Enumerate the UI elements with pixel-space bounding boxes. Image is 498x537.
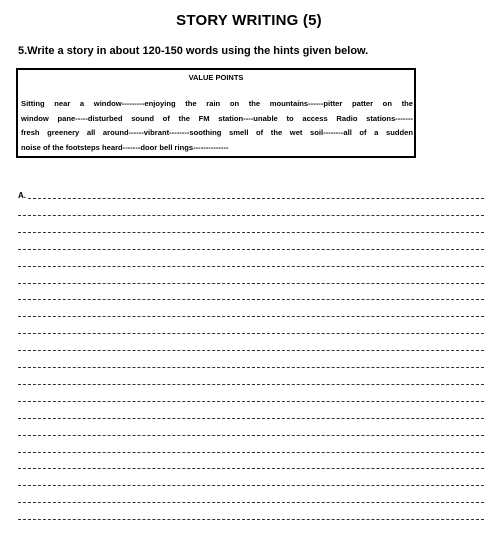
value-points-line-2: window pane-----disturbed sound of the FM station----unable to access Radio stations------- bbox=[21, 113, 413, 123]
page-title: STORY WRITING (5) bbox=[176, 12, 322, 29]
value-points-heading: VALUE POINTS bbox=[188, 73, 244, 82]
answer-line bbox=[18, 485, 484, 486]
value-points-line-4: noise of the footsteps heard-------door bell rings-------------- bbox=[21, 142, 229, 152]
answer-line bbox=[18, 452, 484, 453]
answer-line bbox=[18, 519, 484, 520]
value-points-text bbox=[21, 97, 413, 155]
answer-line bbox=[18, 232, 484, 233]
answer-line bbox=[18, 299, 484, 300]
answer-line bbox=[18, 249, 484, 250]
answer-line bbox=[18, 435, 484, 436]
value-points-box bbox=[16, 68, 416, 158]
answer-label: A. bbox=[18, 191, 26, 200]
answer-line bbox=[18, 468, 484, 469]
answer-line bbox=[18, 418, 484, 419]
answer-line bbox=[18, 384, 484, 385]
answer-line bbox=[18, 215, 484, 216]
answer-line bbox=[18, 367, 484, 368]
answer-line bbox=[18, 350, 484, 351]
answer-line bbox=[18, 283, 484, 284]
answer-line bbox=[18, 401, 484, 402]
answer-line bbox=[18, 266, 484, 267]
answer-line bbox=[18, 316, 484, 317]
value-points-line-1: Sitting near a window---------enjoying the rain on the mountains------pitter patter on the bbox=[21, 99, 413, 108]
question-text: 5.Write a story in about 120-150 words using the hints given below. bbox=[18, 45, 369, 57]
value-points-line-3: fresh greenery all around------vibrant--------soothing smell of the wet soil--------all of a sudden bbox=[21, 128, 413, 138]
answer-line bbox=[28, 198, 484, 199]
answer-line bbox=[18, 502, 484, 503]
answer-line bbox=[18, 333, 484, 334]
